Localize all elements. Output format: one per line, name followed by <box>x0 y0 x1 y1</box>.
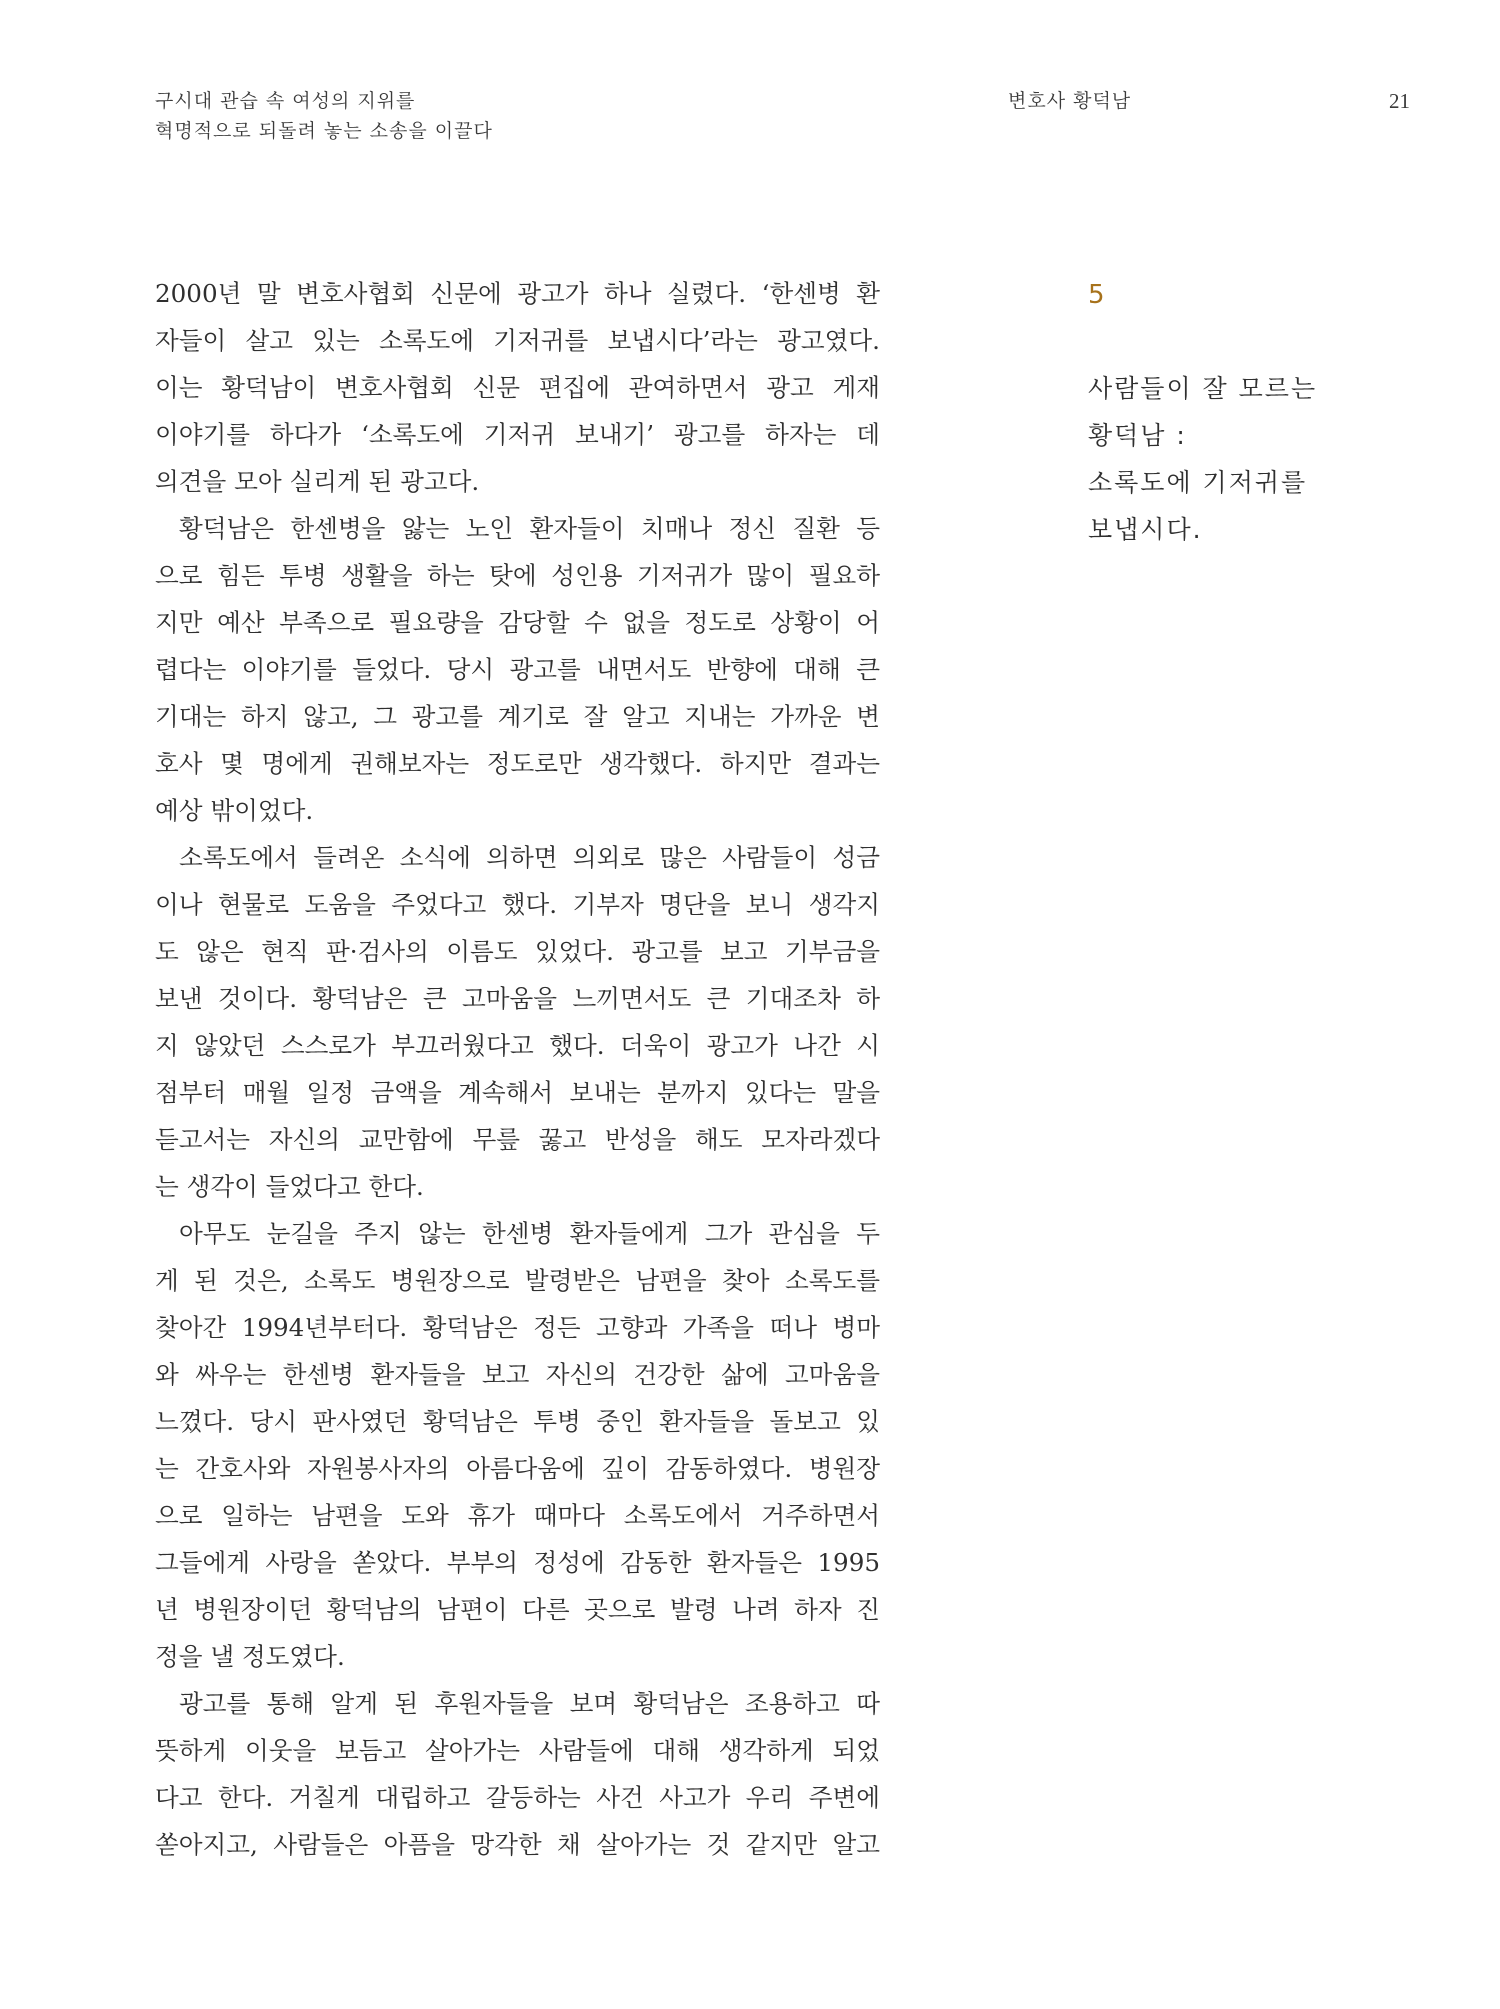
sidebar-title-line: 소록도에 기저귀를 <box>1088 468 1308 497</box>
body-line: 자들이 살고 있는 소록도에 기저귀를 보냅시다’라는 광고였다. <box>155 326 880 355</box>
body-line: 이는 황덕남이 변호사협회 신문 편집에 관여하면서 광고 게재 <box>155 373 880 402</box>
body-line: 의견을 모아 실리게 된 광고다. <box>155 467 480 496</box>
body-line: 렵다는 이야기를 들었다. 당시 광고를 내면서도 반향에 대해 큰 <box>155 655 880 684</box>
body-line: 으로 일하는 남편을 도와 휴가 때마다 소록도에서 거주하면서 <box>155 1501 880 1530</box>
sidebar-title-line: 사람들이 잘 모르는 <box>1088 374 1318 403</box>
body-line: 쏟아지고, 사람들은 아픔을 망각한 채 살아가는 것 같지만 알고 <box>155 1830 880 1859</box>
running-header-author: 변호사 황덕남 <box>1008 90 1132 112</box>
body-line: 게 된 것은, 소록도 병원장으로 발령받은 남편을 찾아 소록도를 <box>155 1266 880 1295</box>
body-line: 듣고서는 자신의 교만함에 무릎 꿇고 반성을 해도 모자라겠다 <box>155 1125 880 1154</box>
body-line: 지 않았던 스스로가 부끄러웠다고 했다. 더욱이 광고가 나간 시 <box>155 1031 880 1060</box>
body-line: 광고를 통해 알게 된 후원자들을 보며 황덕남은 조용하고 따 <box>179 1689 880 1718</box>
body-text <box>155 270 880 1868</box>
body-line: 도 않은 현직 판·검사의 이름도 있었다. 광고를 보고 기부금을 <box>155 937 880 966</box>
body-line: 와 싸우는 한센병 환자들을 보고 자신의 건강한 삶에 고마움을 <box>155 1360 880 1389</box>
body-line: 기대는 하지 않고, 그 광고를 계기로 잘 알고 지내는 가까운 변 <box>155 702 880 731</box>
body-line: 아무도 눈길을 주지 않는 한센병 환자들에게 그가 관심을 두 <box>179 1219 880 1248</box>
body-line: 는 생각이 들었다고 한다. <box>155 1172 424 1201</box>
body-line: 정을 낼 정도였다. <box>155 1642 345 1671</box>
sidebar-title-line: 보냅시다. <box>1088 515 1203 544</box>
body-line: 호사 몇 명에게 권해보자는 정도로만 생각했다. 하지만 결과는 <box>155 749 880 778</box>
body-line: 느꼈다. 당시 판사였던 황덕남은 투병 중인 환자들을 돌보고 있 <box>155 1407 880 1436</box>
body-line: 이나 현물로 도움을 주었다고 했다. 기부자 명단을 보니 생각지 <box>155 890 880 919</box>
body-line: 그들에게 사랑을 쏟았다. 부부의 정성에 감동한 환자들은 1995 <box>155 1548 880 1577</box>
running-header-chapter-title <box>155 86 675 146</box>
body-line: 황덕남은 한센병을 앓는 노인 환자들이 치매나 정신 질환 등 <box>179 514 880 543</box>
body-line: 점부터 매월 일정 금액을 계속해서 보내는 분까지 있다는 말을 <box>155 1078 880 1107</box>
sidebar-section-title <box>1088 365 1388 553</box>
body-line: 찾아간 1994년부터다. 황덕남은 정든 고향과 가족을 떠나 병마 <box>155 1313 880 1342</box>
body-line: 뜻하게 이웃을 보듬고 살아가는 사람들에 대해 생각하게 되었 <box>155 1736 880 1765</box>
sidebar-title-line: 황덕남 : <box>1088 421 1187 450</box>
body-line: 으로 힘든 투병 생활을 하는 탓에 성인용 기저귀가 많이 필요하 <box>155 561 880 590</box>
body-line: 다고 한다. 거칠게 대립하고 갈등하는 사건 사고가 우리 주변에 <box>155 1783 880 1812</box>
body-line: 예상 밖이었다. <box>155 796 314 825</box>
chapter-title-line-2: 혁명적으로 되돌려 놓는 소송을 이끌다 <box>155 120 493 142</box>
sidebar-section-number: 5 <box>1088 280 1105 310</box>
chapter-title-line-1: 구시대 관습 속 여성의 지위를 <box>155 90 416 112</box>
body-line: 보낸 것이다. 황덕남은 큰 고마움을 느끼면서도 큰 기대조차 하 <box>155 984 880 1013</box>
body-line: 이야기를 하다가 ‘소록도에 기저귀 보내기’ 광고를 하자는 데 <box>155 420 880 449</box>
body-line: 2000년 말 변호사협회 신문에 광고가 하나 실렸다. ‘한센병 환 <box>155 279 880 308</box>
body-line: 지만 예산 부족으로 필요량을 감당할 수 없을 정도로 상황이 어 <box>155 608 880 637</box>
page-number: 21 <box>1389 89 1410 113</box>
body-line: 는 간호사와 자원봉사자의 아름다움에 깊이 감동하였다. 병원장 <box>155 1454 880 1483</box>
body-line: 년 병원장이던 황덕남의 남편이 다른 곳으로 발령 나려 하자 진 <box>155 1595 880 1624</box>
body-line: 소록도에서 들려온 소식에 의하면 의외로 많은 사람들이 성금 <box>179 843 880 872</box>
